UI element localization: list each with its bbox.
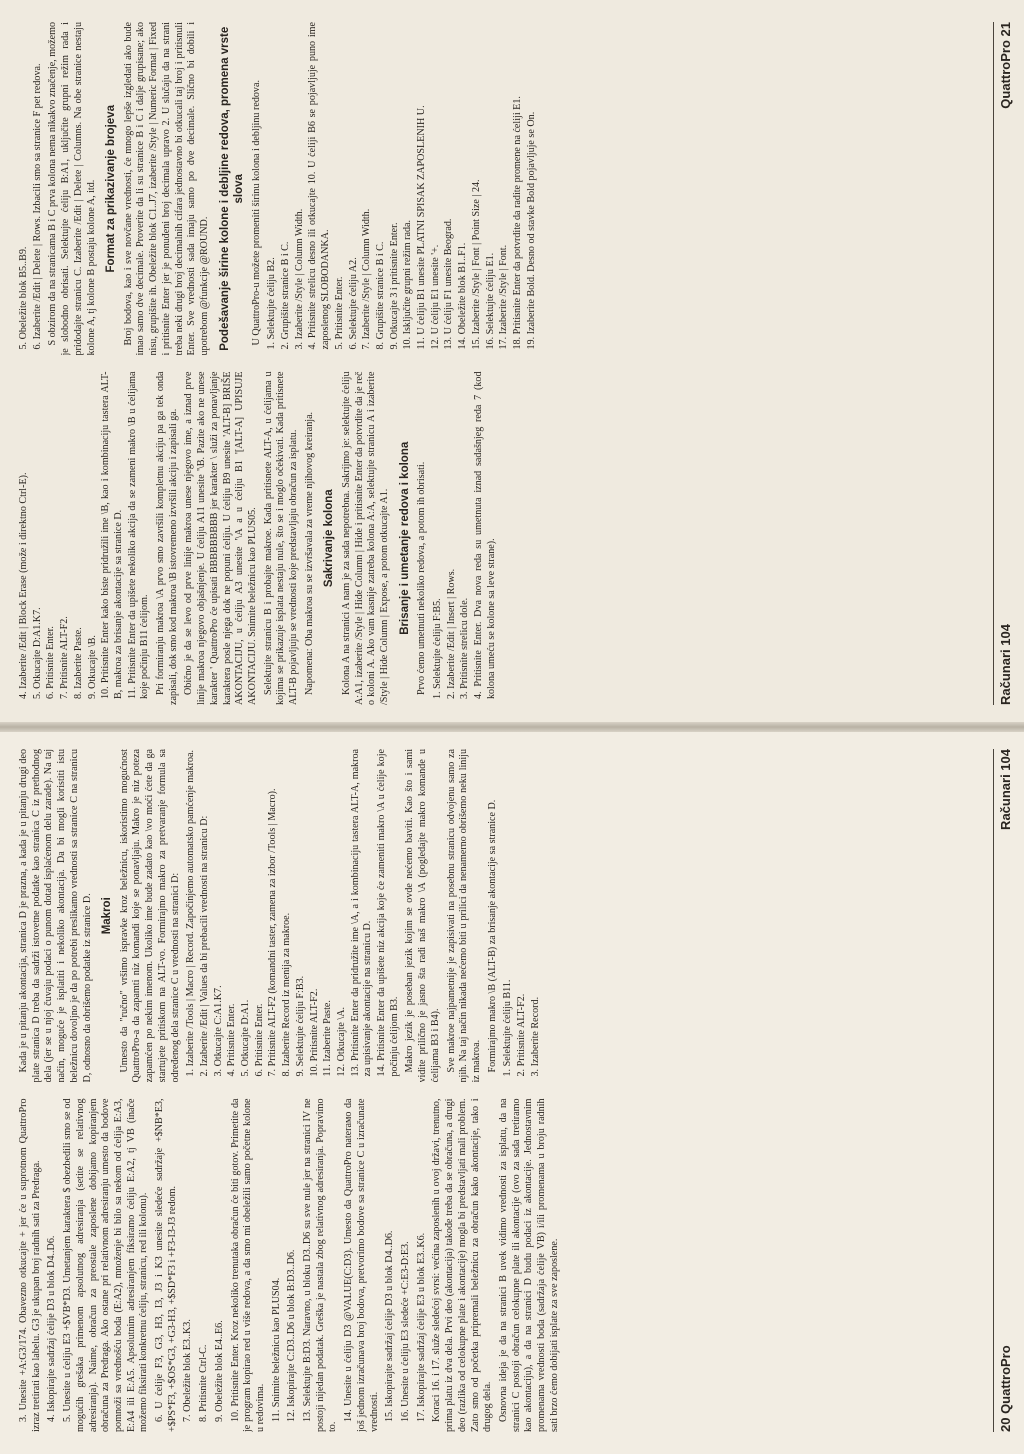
list-item: 1. Selektujte ćeliju B2.: [266, 257, 278, 350]
numbered-list: [432, 372, 499, 706]
paragraph: Sve makroe najpametnije je zapisivati na posebnu stranicu odvojenu samo za njih. Na taj način nikada nećemo biti u prilici da nenamerno obrišemo neku liniju iz makroa.: [445, 749, 482, 1083]
paragraph: 3. Unesite +A:G3/174. Obavezno otkucajte + jer će u suprotnom QuattroPro izraz tretirati kao labelu. G3 je ukupan broj radnih sati za Predraga.: [18, 1098, 42, 1432]
paragraph: 13. Selektujte B:D3. Naravno, u bloku D3..D6 su sve nule jer na stranici IV ne postoji nijedan podatak. Greška je nastala zbog relativnog adresiranja. Popravimo to.: [302, 1098, 339, 1432]
numbered-list: [266, 22, 538, 356]
numbered-list: [18, 372, 152, 706]
list-item: 8. Grupišite stranice B i C.: [374, 241, 386, 350]
paragraph: Makro jezik je poseban jezik kojim se ovde nećemo baviti. Kao što i sami vidite prilično je jasno šta radi naš makro \A (pogledajte makro komande u ćelijama B3 i B4).: [404, 749, 441, 1083]
page-20-columns: [18, 749, 970, 1432]
paragraph: 9. Obeležite blok E4..E6.: [213, 1320, 225, 1422]
list-item: 17. Izaberite /Style | Font.: [498, 244, 510, 350]
paragraph: S obzirom da na stranicama B i C prva kolona nema nikakvo značenje, možemo je slobodno obrisati. Selektujte ćeliju B:A1, uključite grupni režim rada i pridodajte stranicu C. Izaberite /Edit | Delete | Columns. Na obe stranice nestaju kolone A, tj kolone B postaju kolone A, itd.: [47, 22, 97, 356]
paragraph: 12. Iskopirajte C:D3..D6 u blok B:D3..D6.: [286, 1249, 298, 1422]
list-item: 9. Otkucajte \B.: [86, 635, 98, 699]
list-item: 8. Izaberite Record iz menija za makroe.: [281, 912, 293, 1077]
section-heading-makroi: Makroi: [101, 897, 114, 935]
paragraph: 16. Unesite u ćeliju E3 sledeće +C:E3-D:E3.: [399, 1241, 411, 1422]
list-item: 13. U ćeliju F1 unesite Beograd.: [443, 218, 455, 350]
list-item: 2. Izaberite /Edit | Values da bi prebacili vrednosti na stranicu D:: [198, 815, 210, 1077]
paragraph: Prvo ćemo umetnuti nekoliko redova, a potom ih obrisati.: [416, 461, 428, 695]
paragraph: Formirajmo makro \B (ALT-B) za brisanje akontacije sa stranice D.: [486, 799, 498, 1073]
list-item: 6. Selektujte ćeliju A2.: [347, 257, 359, 350]
list-item: 4. Izaberite /Edit | Block Erase (može i direktno Ctrl-E).: [18, 472, 29, 699]
list-item: 8. Izaberite Paste.: [72, 627, 84, 699]
paragraph: 15. Iskopirajte sadržaj ćelije D3 u blok D4..D6.: [384, 1230, 396, 1422]
list-item: 12. Otkucajte \A.: [335, 1006, 347, 1077]
paragraph: Broj bodova, kao i sve novčane vrednosti, će mnogo lepše izgledati ako bude imao samo dve decimale. Proverite da li su stranice B i C i dalje grupisane; ako nisu, grupišite ih. Obeležite blok C1..J7, izaberite /Style | Numeric Format | Fixed i pritisnite Enter jer je ponuđeni broj decimala upravo 2. U slučaju da na strani treba neki drugi broj decimalnih cifara jednostavno bi otkucali taj broj i pritisnuli Enter. Sve vrednosti sada imaju samo po dve decimale. Slično bi dobili i upotrebom @funkcije @ROUND.: [122, 22, 210, 356]
numbered-list: [18, 22, 44, 356]
list-item: 10. Pritisnite Enter kako biste pridružili ime \B, kao i kombinaciju tastera ALT-B, makroa za brisanje akontacije sa stranice D.: [100, 371, 124, 699]
list-item: 2. Grupišite stranice B i C.: [280, 241, 291, 350]
section-heading-format-brojeva: Format za prikazivanje brojeva: [105, 105, 118, 273]
paragraph: U QuattroPro-u možete promeniti širinu kolona i debljinu redova.: [250, 80, 262, 346]
list-item: 4. Pritisnite strelicu desno ili otkucajte 10. U ćeliji B6 se pojavljuje puno ime zaposlenog SLOBODANKA.: [307, 22, 332, 350]
list-item: 7. Izaberite /Style | Column Width.: [361, 208, 373, 350]
paragraph: 7. Obeležite blok E3..K3.: [182, 1319, 194, 1422]
list-item: 6. Izaberite /Edit | Delete | Rows. Izbacili smo sa stranice F pet redova.: [31, 63, 43, 350]
footer-page-label: 20 QuattroPro: [997, 1345, 1013, 1432]
paragraph: 5. Unesite u ćeliju E3 +$VB*D3. Umetanjem karaktera $ obezbedili smo se od mogućih grešaka primenom apsolutnog adresiranja (setite se relativnog adresiranja). Naime, obračun za preostale zaposlene dobijamo kopiranjem obračuna za Predraga. Ako ostane pri relativnom adresiranju umesto da bodove pomnoži sa vrednošću boda (E:A2), množenje bi bilo sa nekom od ćelija E:A3, E:A4 ili E:A5. Apsolutnim adresiranjem fiksiramo ćeliju E:A2, tj VB (inače možemo fiksirati konkretnu ćeliju, stranicu, red ili kolonu).: [62, 1098, 150, 1432]
paragraph: Kolona A na stranici A nam je za sada nepotrebna. Sakrijmo je: selektujte ćeliju A:A1, izaberite /Style | Hide Column | Hide i pritisnite Enter da potvrdite da je reč o koloni A. Ako vam kasnije zatreba kolona A:A, selektujte stranicu A i izaberite /Style | Hide Column | Expose, a potom otkucajte A1.: [340, 371, 391, 705]
paragraph: Osnovna ideja je da na stranici B uvek vidimo vrednosti za isplatu, da na stranici C postoji obračun celokupne plate ili akontacije (ovo za sada tretiramo kao akontaciju), a da na stranici D budu podaci iz akontacije. Jednostavnim promenama vrednosti boda (sadržaja ćelije VB) i/ili promenama u broju radnih sati brzo ćemo dobijati isplate za sve zaposlene.: [497, 1098, 560, 1432]
list-item: 10. Pritisnite ALT-F2.: [308, 988, 320, 1077]
list-item: 3. Pritisnite strelicu dole.: [459, 597, 471, 699]
page-footer: [993, 749, 1014, 1432]
paragraph: 14. Unesite u ćeliju D3 @VALUE(C:D3). Umesto da QuattroPro naterамо da još jednom izračunava broj bodova, pretvorimo bodove sa stranice C u izračunate vrednosti.: [343, 1098, 380, 1432]
page-21-column-2: [18, 22, 970, 356]
list-item: 6. Pritisnite Enter.: [253, 1003, 265, 1077]
paragraph: Koraci 16. i 17. služe sledećoj svrsi: većina zaposlenih u ovoj državi, trenutno, prima platu iz dva dela. Prvi deo (akontacija) takođe treba da se obračuna, a drugi deo (razlika od celokupne plate i akontacije) mogla bi predstavljati mali problem. Zato smo od početka pripremali beležnicu za obračun kako akontacije, tako i drugog dela.: [431, 1098, 494, 1432]
list-item: 15. Izaberite /Style | Font | Point Size | 24.: [470, 179, 482, 350]
list-item: 7. Pritisnite ALT-F2 (komandni taster, zamena za izbor /Tools | Macro).: [267, 788, 279, 1077]
page-gutter: [0, 722, 1024, 732]
list-item: 3. Otkucajte C:A1.K7.: [212, 985, 224, 1077]
paragraph: Obično je da se levo od prve linije makroa unese njegovo ime, a iznad prve linije makroa njegovo objašnjenje. U ćeliju A11 unesite '\B. Pazite ako ne unese karakter ' QuattroPro će upisati BBBBBBBBB jer karakter \ služi za ponavljanje karaktera posle njega dok ne popuni ćeliju. U ćeliju B9 unesite 'ALT-B] BRIŠE AKONTACIJU, u ćeliju A3 unesite '\A a u ćeliju B1 '[ALT-A] UPISUJE AKONTACIJU. Snimite beležnicu kao PLUS05.: [183, 371, 258, 705]
list-item: 11. Pritisnite Enter da upišete nekoliko akcija da se zameni makro \B u ćelijama koje počinju B11 ćelijom.: [126, 371, 151, 699]
list-item: 9. Otkucajte 3 i pritisnite Enter.: [388, 222, 400, 350]
paragraph: 6. U ćelije F3, G3, H3, I3, J3 i K3 unesite sledeće sadržaje +$NB*E3, +$PS*F3, +$OS*G3, +G3-H3, +$SD*F3 i +F3-I3-J3 redom.: [154, 1098, 178, 1432]
list-item: 2. Izaberite /Edit | Insert | Rows.: [445, 568, 457, 699]
footer-magazine-label: Računari 104: [997, 749, 1013, 830]
page-footer: [993, 22, 1014, 705]
paragraph: Selektujte stranicu B i probajte makroe. Kada pritisnete ALT-A, u ćelijama u kojima se prikazuje isplata nestaju nule, što se i moglo očekivati. Kada pritisnete ALT-B pojavljuju se vrednosti koje predstavljaju obračun za isplatu.: [262, 371, 300, 705]
paragraph: 17. Iskopirajte sadržaj ćelije E3 u blok E3..K6.: [415, 1232, 427, 1422]
page-21-columns: [18, 22, 970, 705]
intro-paragraph: Kada je u pitanju akontacija, stranica D je prazna, a kada je u pitanju drugi deo plate stranica D treba da sadrži istovetne podatke kao stranica C iz prethodnog dela (jer se u njoj čuvaju podaci o punom dotad isplaćenom delu zarade). Na taj način, moguće je isplatiti i nekoliko akontacija. Da bi mogli koristiti istu beležnicu dovoljno je da po potrebi preslikamo vrednosti sa stranice C na stranicu D, odnosno da obrišemo podatke iz stranice D.: [18, 749, 93, 1083]
list-item: 5. Pritisnite Enter.: [333, 276, 345, 350]
list-item: 14. Obeležite blok B1..F1.: [457, 242, 469, 350]
list-item: 6. Pritisnite Enter.: [45, 626, 57, 699]
footer-magazine-label: Računari 104: [997, 624, 1013, 705]
list-item: 3. Izaberite /Style | Column Width.: [293, 208, 305, 350]
list-item: 19. Izaberite Bold. Desno od stavke Bold pojavljuje se On.: [525, 111, 537, 350]
paragraph: 8. Pritisnite Ctrl-C.: [198, 1344, 210, 1422]
list-item: 16. Selektujte ćeliju E1.: [484, 252, 496, 350]
paragraph: 11. Snimite beležnicu kao PLUS04.: [270, 1277, 282, 1422]
list-item: 1. Selektujte ćeliju B11.: [502, 979, 514, 1077]
list-item: 10. Isključite grupni režim rada.: [402, 220, 414, 350]
list-item: 2. Pritisnite ALT-F2.: [516, 993, 528, 1077]
numbered-list: [502, 749, 542, 1083]
list-item: 1. Selektujte ćeliju F:B5.: [431, 598, 443, 699]
numbered-list: [185, 749, 401, 1083]
list-item: 4. Pritisnite Enter. Dva nova reda su umetnuta iznad sadašnjeg reda 7 (kod kolona umeću se kolone sa leve strane).: [473, 371, 497, 699]
paragraph: Pri formiranju makroa \A prvo smo završili kompletnu akciju pa ga tek onda zapisali, dok smo kod makroa \B istovremeno izvršili akciju i zapisali ga.: [155, 371, 179, 705]
list-item: 7. Pritisnite ALT-F2.: [59, 616, 71, 699]
note-paragraph: Napomena: Oba makroa su se izvršavala za vreme njihovog kreiranja.: [303, 411, 315, 695]
list-item: 11. U ćeliju B1 unesite PLATNI SPISAK ZAPOSLENIH U.: [416, 105, 428, 350]
list-item: 12. U ćeliju E1 unesite '+.: [429, 244, 441, 350]
paragraph: 4. Iskopirajte sadržaj ćelije D3 u blok D4..D6.: [46, 1235, 58, 1422]
list-item: 13. Pritisnite Enter da pridružite ime \A, a i kombinaciju tastera ALT-A, makroa za upisivanje akontacije na stranicu D.: [349, 749, 374, 1077]
page-20-column-2: [18, 749, 970, 1083]
list-item: 5. Otkucajte D:A1.: [240, 999, 252, 1077]
paragraph: 10. Pritisnite Enter. Kroz nekoliko trenutaka obračun će biti gotov. Primetite da je program kopirao red u više redova, a da smo mi obeležili samo početne kolone u redovima.: [229, 1098, 266, 1432]
list-item: 11. Izaberite Paste.: [322, 1000, 334, 1077]
section-heading-brisanje-umetanje: Brisanje i umetanje redova i kolona: [398, 441, 411, 635]
list-item: 18. Pritisnite Enter da potvrdite da radite promene na ćeliji E1.: [511, 96, 523, 350]
section-heading-sirina-kolone: Podešavanje širine kolone i debljine redova, promena vrste slova: [218, 26, 246, 351]
list-item: 14. Pritisnite Enter da upišete niz akcija koje će zameniti makro \A u ćelije koje počinju ćelijom B3.: [376, 749, 400, 1077]
list-item: 3. Izaberite Record.: [529, 996, 541, 1077]
page-20-column-1: [18, 1099, 970, 1433]
footer-page-label: QuattroPro 21: [997, 22, 1013, 109]
paragraph: Umesto da "ručno" vršimo ispravke kroz beležnicu, iskoristimo mogućnost QuattroPro-a da zapamti niz komandi koje se ponavljaju. Makro je niz poteza zapamćen po nekim imenom. Ukoliko ime bude zadato kao \vo moći ćete da ga startujete pritiskom na ALT-vo. Formirajmo makro za pretvaranje formula sa određenog dela stranice C u vrednosti na stranici D:: [118, 749, 181, 1083]
list-item: 4. Pritisnite Enter.: [226, 1003, 238, 1077]
list-item: 5. Otkucajte D:A1.K7.: [31, 607, 43, 699]
list-item: 5. Obeležite blok B5..B9.: [18, 246, 29, 350]
page-21-column-1: [18, 372, 970, 706]
page-20: [0, 727, 1024, 1454]
list-item: 1. Izaberite /Tools | Macro | Record. Započinjemo automatsko pamćenje makroa.: [185, 750, 197, 1077]
list-item: 9. Selektujte ćeliju F:B3.: [294, 975, 306, 1077]
section-heading-sakrivanje-kolona: Sakrivanje kolona: [323, 489, 336, 588]
